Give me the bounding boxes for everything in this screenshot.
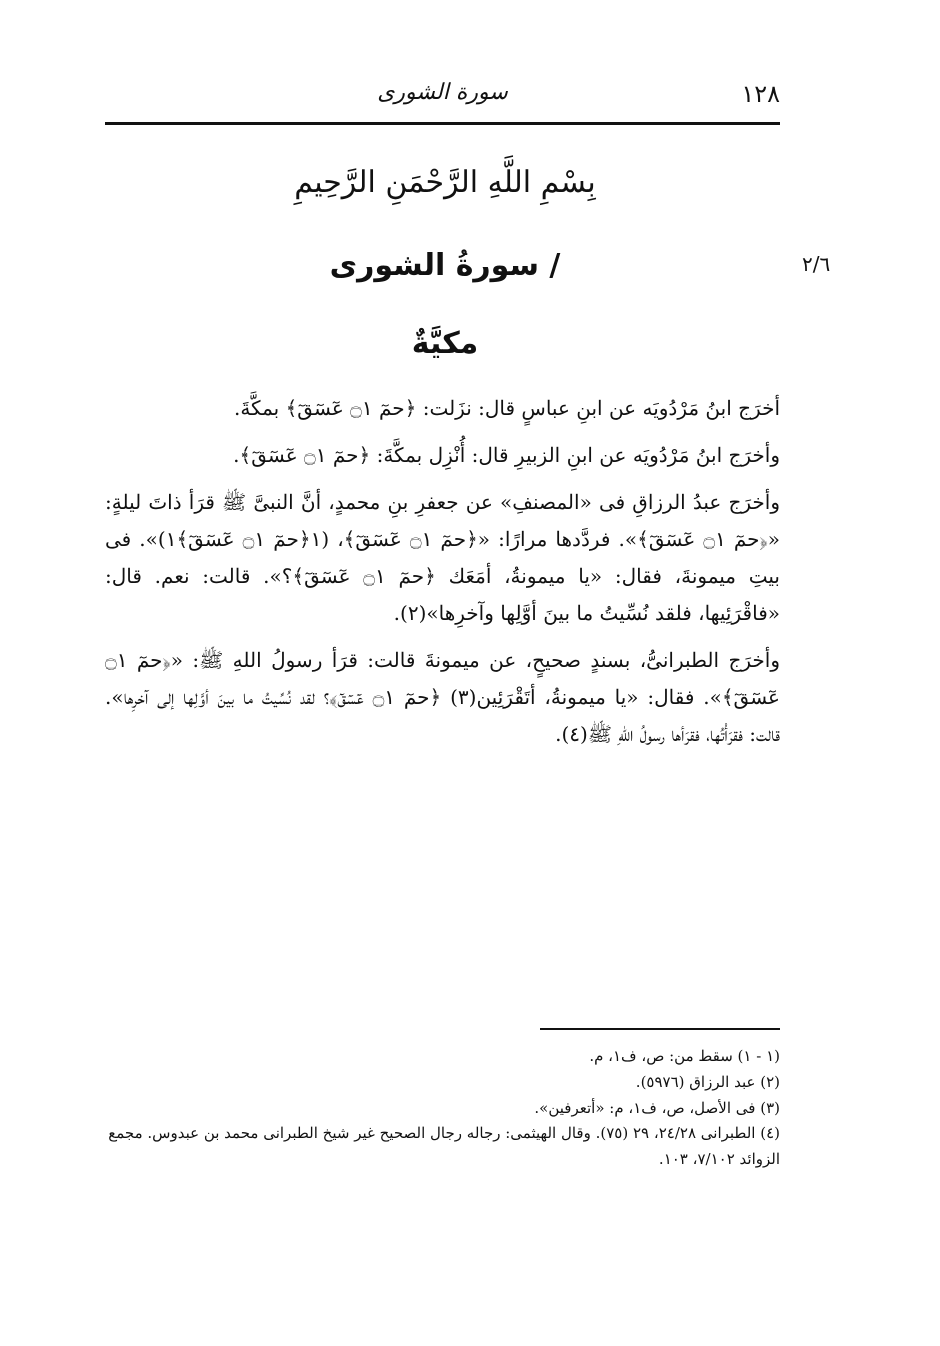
header-divider <box>105 122 780 125</box>
margin-reference: ٢/٦ <box>802 252 831 276</box>
surah-title: / سورةُ الشورى <box>329 248 561 283</box>
surah-type: مكيَّةٌ <box>411 326 479 361</box>
page-header <box>105 72 780 122</box>
footnote: (٢) عبد الرزاق (٥٩٧٦). <box>635 1072 780 1091</box>
paragraph: أخرَج ابنُ مَرْدُويَه عن ابنِ عباسٍ قال: نزَلت: ﴿حمٓ ۝١ عٓسٓقٓ﴾ بمكَّةَ. <box>233 396 780 420</box>
footnote: (٣) فى الأصل، ص، ف١، م: «أتعرفين». <box>534 1098 780 1117</box>
paragraph: وأخرَج الطبرانىُّ، بسندٍ صحيحٍ، عن ميمونةَ قالت: قرَأ رسولُ اللهِ ﷺ: «﴿حمٓ ۝١ عٓسٓقٓ﴾». فقال: «يا ميمونةُ، أتَقْرَئِين(٣) ﴿حمٓ ۝١ عٓسٓقٓ﴾؟ لقد نُسِّيتُ ما بينَ أوَّلِها إلى آخرِها». قالت: فقرَأْتُها، فقرَأها رسولُ اللهِ ﷺ(٤). <box>105 648 780 746</box>
footnote: (١ - ١) سقط من: ص، ف١، م. <box>589 1047 780 1065</box>
basmala: بِسْمِ اللَّهِ الرَّحْمَنِ الرَّحِيمِ <box>294 165 596 200</box>
paragraph: وأخرَج ابنُ مَرْدُويَه عن ابنِ الزبيرِ قال: أُنْزِل بمكَّةَ: ﴿حمٓ ۝١ عٓسٓقٓ﴾. <box>233 443 780 467</box>
footnote-divider <box>540 1028 780 1030</box>
running-title: سورة الشورى <box>377 80 508 105</box>
page-number: ١٢٨ <box>741 80 780 108</box>
paragraph: وأخرَج عبدُ الرزاقِ فى «المصنفِ» عن جعفرِ بنِ محمدٍ، أنَّ النبىَّ ﷺ قرَأ ذاتَ ليلةٍ: «﴿حمٓ ۝١ عٓسٓقٓ﴾». فردَّدها مرارًا: «﴿حمٓ ۝١ عٓسٓقٓ﴾، (١﴿حمٓ ۝١ عٓسٓقٓ﴾١)». فى بيتِ ميمونةَ، فقال: «يا ميمونةُ، أمَعَك ﴿حمٓ ۝١ عٓسٓقٓ﴾؟». قالت: نعم. قال: «فاقْرَئِيها، فلقد نُسِّيتُ ما بينَ أوَّلِها وآخرِها»(٢). <box>105 490 781 625</box>
main-text <box>105 390 780 763</box>
footnotes <box>105 1044 780 1173</box>
footnote: (٤) الطبرانى ٢٤/٢٨، ٢٩ (٧٥). وقال الهيثمى: رجاله رجال الصحيح غير شيخ الطبرانى محمد بن عبدوس. مجمع الزوائد ٧/١٠٢، ١٠٣. <box>108 1124 780 1169</box>
